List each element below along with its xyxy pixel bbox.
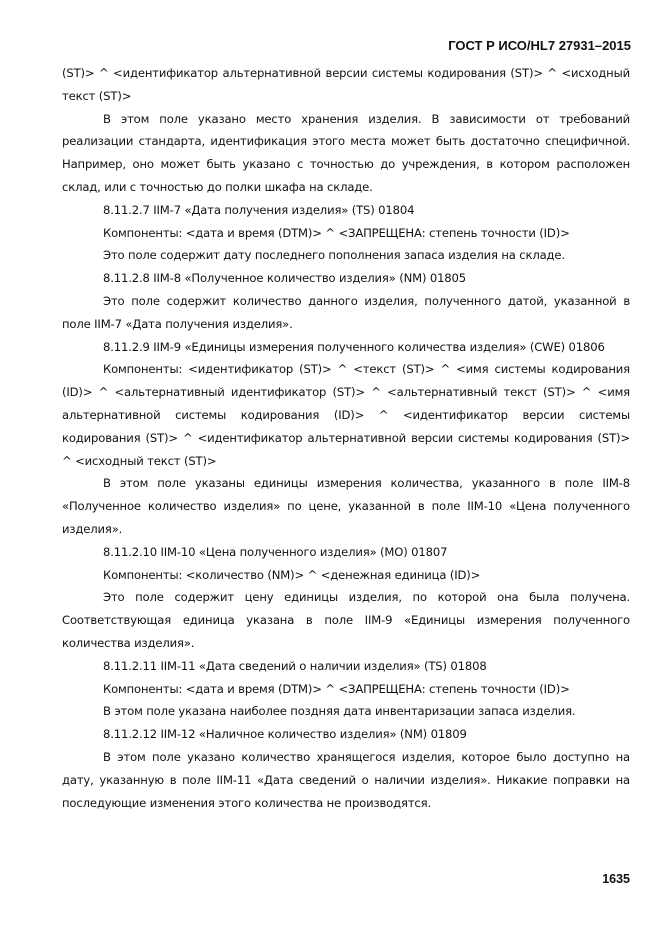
paragraph: В этом поле указана наиболее поздняя дата инвентаризации запаса изделия. [103, 704, 576, 719]
paragraph: Компоненты: <количество (NM)> ^ <денежная единица (ID)> [103, 567, 481, 582]
document-header-title: ГОСТ Р ИСО/HL7 27931–2015 [448, 38, 631, 53]
section-heading: 8.11.2.7 IIM-7 «Дата получения изделия» (TS) 01804 [103, 202, 415, 217]
paragraph: Это поле содержит дату последнего пополнения запаса изделия на складе. [103, 248, 565, 263]
paragraph: Компоненты: <дата и время (DTM)> ^ <ЗАПРЕЩЕНА: степень точности (ID)> [103, 225, 570, 240]
paragraph: В этом поле указано место хранения изделия. В зависимости от требований реализации стандарта, идентификация этого места может быть достаточно специфичной. Например, оно может быть указано с точностью до учреждения, в котором расположен склад, или с точностью до полки шкафа на складе. [62, 111, 630, 194]
paragraph: Компоненты: <идентификатор (ST)> ^ <текст (ST)> ^ <имя системы кодирования (ID)> ^ <альтернативный идентификатор (ST)> ^ <альтернативный текст (ST)> ^ <имя альтернативной системы кодирования (ID)> ^ <идентификатор версии системы кодирования (ST)> ^ <идентификатор альтернативной версии системы кодирования (ST)> ^ <исходный текст (ST)> [62, 362, 630, 468]
paragraph: (ST)> ^ <идентификатор альтернативной версии системы кодирования (ST)> ^ <исходный текст (ST)> [62, 66, 630, 103]
section-heading: 8.11.2.9 IIM-9 «Единицы измерения полученного количества изделия» (CWE) 01806 [103, 339, 605, 354]
section-heading: 8.11.2.10 IIM-10 «Цена полученного изделия» (MO) 01807 [103, 544, 448, 559]
paragraph: Это поле содержит цену единицы изделия, по которой она была получена. Соответствующая единица указана в поле IIM-9 «Единицы измерения полученного количества изделия». [62, 590, 630, 650]
page-number: 1635 [602, 872, 630, 886]
paragraph: В этом поле указаны единицы измерения количества, указанного в поле IIM-8 «Полученное количество изделия» по цене, указанной в поле IIM-10 «Цена полученного изделия». [62, 476, 630, 536]
document-body [62, 62, 630, 814]
paragraph: Это поле содержит количество данного изделия, полученного датой, указанной в поле IIM-7 «Дата получения изделия». [62, 293, 630, 331]
section-heading: 8.11.2.12 IIM-12 «Наличное количество изделия» (NM) 01809 [103, 727, 467, 742]
paragraph: Компоненты: <дата и время (DTM)> ^ <ЗАПРЕЩЕНА: степень точности (ID)> [103, 681, 570, 696]
section-heading: 8.11.2.8 IIM-8 «Полученное количество изделия» (NM) 01805 [103, 271, 466, 286]
paragraph: В этом поле указано количество хранящегося изделия, которое было доступно на дату, указанную в поле IIM-11 «Дата сведений о наличии изделия». Никакие поправки на последующие изменения этого количества не производятся. [62, 749, 630, 810]
section-heading: 8.11.2.11 IIM-11 «Дата сведений о наличии изделия» (TS) 01808 [103, 658, 487, 673]
